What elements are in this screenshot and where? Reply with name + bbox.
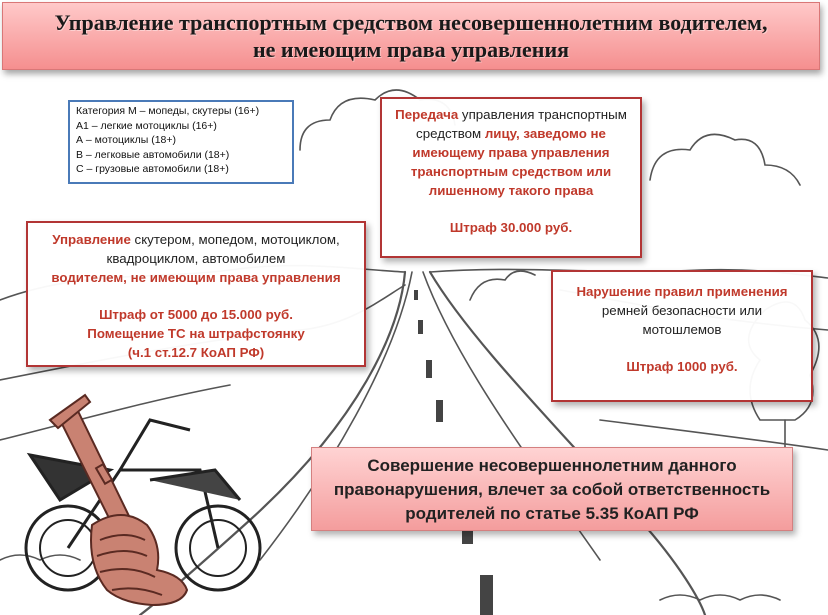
category-a1: А1 – легкие мотоциклы (16+) [76,119,217,132]
helmet-violation-card [551,270,813,402]
driving-fine: Штраф от 5000 до 15.000 руб. [99,307,293,322]
driving-description [36,230,356,268]
transfer-description [394,105,628,200]
driving-lead: Управление [52,232,131,247]
transfer-lead: Передача [395,107,459,122]
helmet-highlight: Нарушение правил применения [576,284,788,299]
category-m: Категория М – мопеды, скутеры (16+) [76,105,260,117]
category-c: С – грузовые автомобили (18+) [76,163,229,176]
transfer-text: управления транспортным средством [416,107,627,141]
driving-text: скутером, мопедом, мотоциклом, квадроциклом, автомобилем [106,232,340,266]
category-b: В – легковые автомобили (18+) [76,148,230,161]
helmet-description [567,282,797,339]
category-a: А – мотоциклы (18+) [76,134,177,147]
license-categories-box [68,100,294,184]
transfer-highlight: лицу, заведомо не имеющему права управления транспортным средством или лишенному такого права [410,126,612,198]
helmet-text: ремней безопасности или мотошлемов [601,303,763,337]
driving-violation-card [26,221,366,367]
driving-impound: Помещение ТС на штрафстоянку [87,326,305,341]
transfer-violation-card [380,97,642,258]
parent-responsibility-note: Совершение несовершеннолетним данного правонарушения, влечет за собой ответственность родителей по статье 5.35 КоАП РФ [311,447,793,531]
title-banner [2,2,820,70]
title-line-1: Управление транспортным средством несовершеннолетним водителем, [54,10,768,35]
driving-law-reference: (ч.1 ст.12.7 КоАП РФ) [127,345,265,360]
helmet-fine: Штраф 1000 руб. [626,359,738,374]
title-line-2: не имеющим права управления [252,37,570,62]
driving-highlight: водителем, не имеющим права управления [51,270,341,285]
transfer-fine: Штраф 30.000 руб. [449,220,573,235]
